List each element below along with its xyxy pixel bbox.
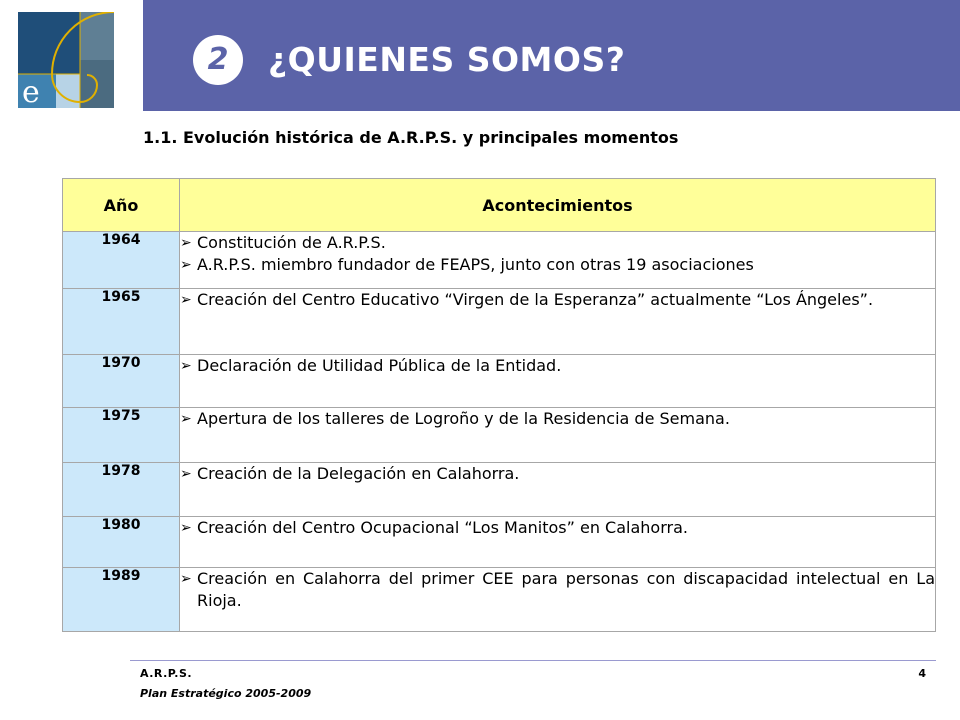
arrow-bullet-icon: ➢	[180, 411, 192, 427]
event-text: Creación del Centro Ocupacional “Los Manitos” en Calahorra.	[197, 518, 688, 537]
table-header-row	[63, 179, 936, 232]
year-cell: 1989	[63, 568, 180, 632]
table-row	[63, 232, 936, 289]
svg-text:e: e	[22, 75, 40, 108]
page-title: ¿QUIENES SOMOS?	[268, 40, 626, 79]
event-item	[180, 232, 935, 254]
arrow-bullet-icon: ➢	[180, 358, 192, 374]
event-item	[180, 355, 935, 377]
arrow-bullet-icon: ➢	[180, 466, 192, 482]
arrow-bullet-icon: ➢	[180, 257, 192, 273]
table-row	[63, 517, 936, 568]
event-text: Declaración de Utilidad Pública de la Entidad.	[197, 356, 562, 375]
history-table	[62, 178, 936, 632]
event-text: Apertura de los talleres de Logroño y de la Residencia de Semana.	[197, 409, 730, 428]
event-item	[180, 517, 935, 539]
year-cell: 1980	[63, 517, 180, 568]
event-item	[180, 408, 935, 430]
events-cell	[180, 517, 936, 568]
section-subtitle: 1.1. Evolución histórica de A.R.P.S. y principales momentos	[143, 128, 679, 147]
footer-divider	[130, 660, 936, 661]
table-row	[63, 568, 936, 632]
event-text: Constitución de A.R.P.S.	[197, 233, 386, 252]
table-row	[63, 355, 936, 408]
event-text: Creación en Calahorra del primer CEE para personas con discapacidad intelectual en La Rioja.	[197, 569, 935, 610]
table-row	[63, 408, 936, 463]
event-text: Creación de la Delegación en Calahorra.	[197, 464, 520, 483]
footer-plan-title: Plan Estratégico 2005-2009	[140, 687, 312, 700]
footer-organization: A.R.P.S.	[140, 667, 193, 680]
events-cell	[180, 289, 936, 355]
page-number: 4	[918, 667, 926, 680]
arrow-bullet-icon: ➢	[180, 292, 192, 308]
event-item	[180, 568, 935, 612]
events-cell	[180, 232, 936, 289]
column-header-year: Año	[63, 179, 180, 232]
golden-spiral-logo-icon	[18, 12, 114, 108]
event-item	[180, 254, 935, 276]
event-text: Creación del Centro Educativo “Virgen de la Esperanza” actualmente “Los Ángeles”.	[197, 290, 874, 309]
arrow-bullet-icon: ➢	[180, 235, 192, 251]
section-number-badge: 2	[193, 35, 243, 85]
table-row	[63, 289, 936, 355]
table-row	[63, 463, 936, 517]
event-text: A.R.P.S. miembro fundador de FEAPS, junto con otras 19 asociaciones	[197, 255, 754, 274]
year-cell: 1975	[63, 408, 180, 463]
events-cell	[180, 408, 936, 463]
event-item	[180, 463, 935, 485]
arrow-bullet-icon: ➢	[180, 520, 192, 536]
year-cell: 1964	[63, 232, 180, 289]
column-header-events: Acontecimientos	[180, 179, 936, 232]
year-cell: 1965	[63, 289, 180, 355]
year-cell: 1970	[63, 355, 180, 408]
events-cell	[180, 568, 936, 632]
year-cell: 1978	[63, 463, 180, 517]
arrow-bullet-icon: ➢	[180, 571, 192, 587]
events-cell	[180, 355, 936, 408]
events-cell	[180, 463, 936, 517]
event-item	[180, 289, 935, 311]
